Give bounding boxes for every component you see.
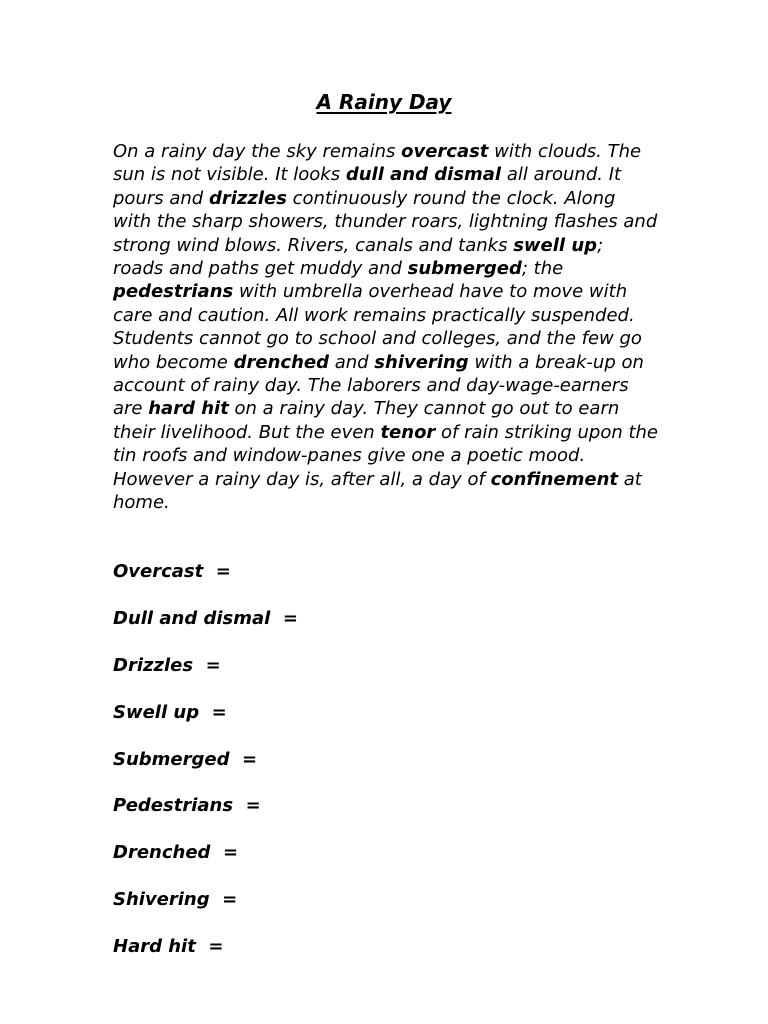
vocabulary-term: swell up — [513, 234, 598, 256]
passage-segment: at home. — [113, 468, 642, 514]
vocabulary-term: dull and dismal — [345, 164, 502, 186]
passage-segment: with a break-up on account of rainy day. The laborers and day-wage-earners are — [113, 351, 644, 420]
vocabulary-item: Drizzles = — [113, 654, 221, 676]
vocabulary-list — [113, 560, 298, 982]
vocabulary-item: Drenched = — [113, 842, 239, 864]
vocabulary-term: overcast — [401, 141, 489, 162]
passage-segment: ; roads and paths get muddy and — [113, 234, 604, 280]
vocabulary-term: drizzles — [208, 187, 287, 209]
vocabulary-item: Submerged = — [113, 748, 258, 770]
vocabulary-item: Swell up = — [113, 701, 227, 723]
vocabulary-term: tenor — [380, 421, 436, 443]
document-title: A Rainy Day — [316, 90, 452, 114]
passage-segment: continuously round the clock. Along with the sharp showers, thunder roars, lightning flashes and strong wind blows. Rivers, canals and tanks — [113, 187, 658, 256]
passage-segment: all around. It pours and — [113, 164, 622, 209]
vocabulary-item: Hard hit = — [113, 936, 224, 958]
passage-segment: with clouds. The sun is not visible. It looks — [113, 141, 642, 186]
passage-segment: On a rainy day the sky remains — [113, 141, 402, 162]
vocabulary-term: submerged — [407, 258, 522, 280]
passage-segment: of rain striking upon the tin roofs and window-panes give one a poetic mood. However a rainy day is, after all, a day of — [113, 421, 659, 490]
passage-segment: ; the — [521, 258, 564, 280]
vocabulary-term: confinement — [490, 468, 618, 490]
vocabulary-item: Shivering = — [113, 889, 238, 911]
vocabulary-term: hard hit — [148, 398, 229, 420]
vocabulary-term: shivering — [374, 351, 469, 373]
vocabulary-term: drenched — [233, 351, 329, 373]
passage-text — [113, 140, 658, 515]
vocabulary-item: Pedestrians = — [113, 795, 261, 817]
passage-segment: with umbrella overhead have to move with care and caution. All work remains practically suspended. Students cannot go to school and colleges, and the few go who become — [113, 281, 642, 373]
passage-segment: and — [328, 351, 375, 373]
vocabulary-item: Overcast = — [113, 561, 231, 582]
passage-segment: on a rainy day. They cannot go out to earn their livelihood. But the even — [113, 398, 620, 443]
vocabulary-term: pedestrians — [113, 281, 234, 303]
vocabulary-item: Dull and dismal = — [113, 607, 298, 629]
